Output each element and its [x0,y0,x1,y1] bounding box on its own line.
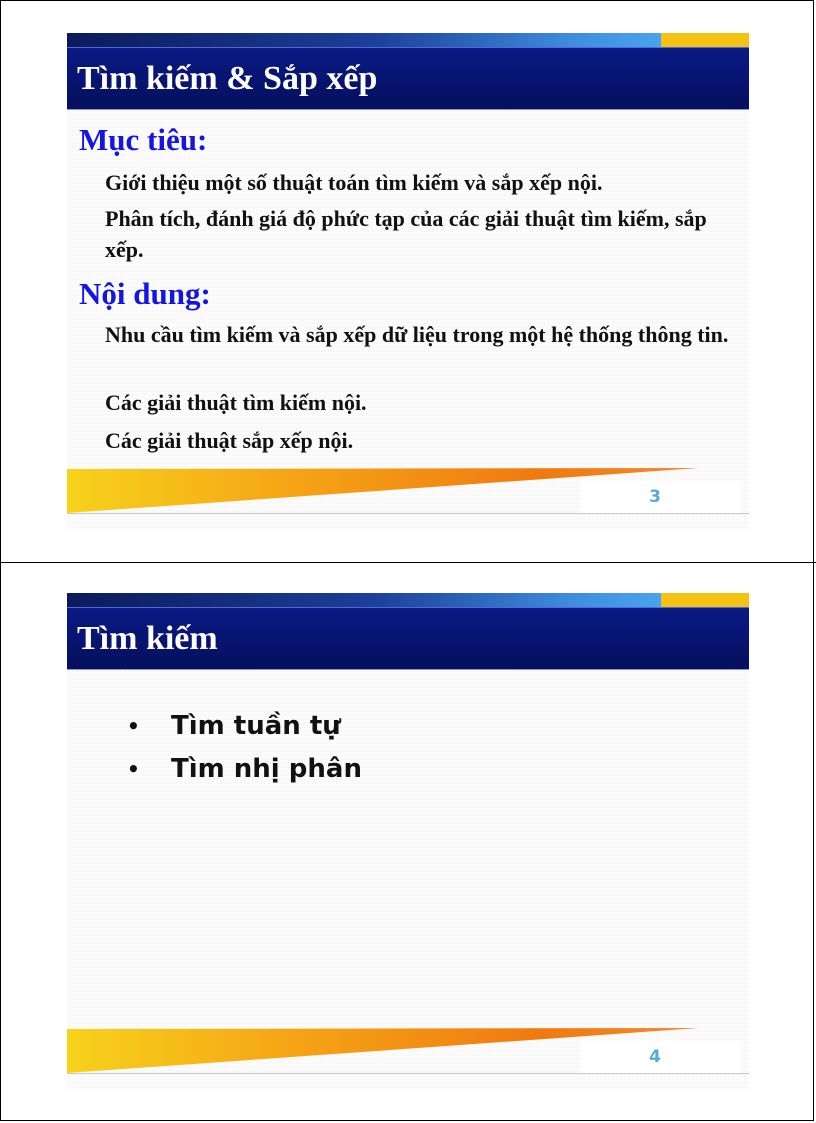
title-bar [67,607,749,670]
list-item [127,705,362,748]
title-bar [67,47,749,110]
slide-number: 4 [649,1047,661,1067]
bullet-content-1: Nhu cầu tìm kiếm và sắp xếp dữ liệu trong một hệ thống thông tin. [105,322,729,347]
bullet-icon: • [127,714,140,738]
bullet-content-2: Các giải thuật tìm kiếm nội. [105,390,367,415]
bullet-content-3: Các giải thuật sắp xếp nội. [105,428,354,453]
slide-title: Tìm kiếm & Sắp xếp [77,60,378,97]
slide-3 [67,33,749,529]
bullet-objective-1: Giới thiệu một số thuật toán tìm kiếm và sắp xếp nội. [105,170,603,195]
header-stripe [67,33,749,47]
section-heading-content: Nội dung: [79,276,211,311]
page-divider [0,562,816,563]
list-item-label: Tìm nhị phân [171,754,362,784]
list-item [127,748,362,791]
slide-4 [67,593,749,1089]
search-methods-list [127,705,362,791]
bullet-icon: • [127,757,140,781]
slide-number-box [581,481,741,513]
header-stripe [67,593,749,607]
slide-number: 3 [649,487,661,507]
section-heading-objectives: Mục tiêu: [79,122,208,157]
bullet-objective-2: Phân tích, đánh giá độ phức tạp của các giải thuật tìm kiếm, sắp xếp. [105,206,707,262]
slide-title: Tìm kiếm [77,620,218,657]
slide-number-box [581,1041,741,1073]
list-item-label: Tìm tuần tự [171,711,341,741]
